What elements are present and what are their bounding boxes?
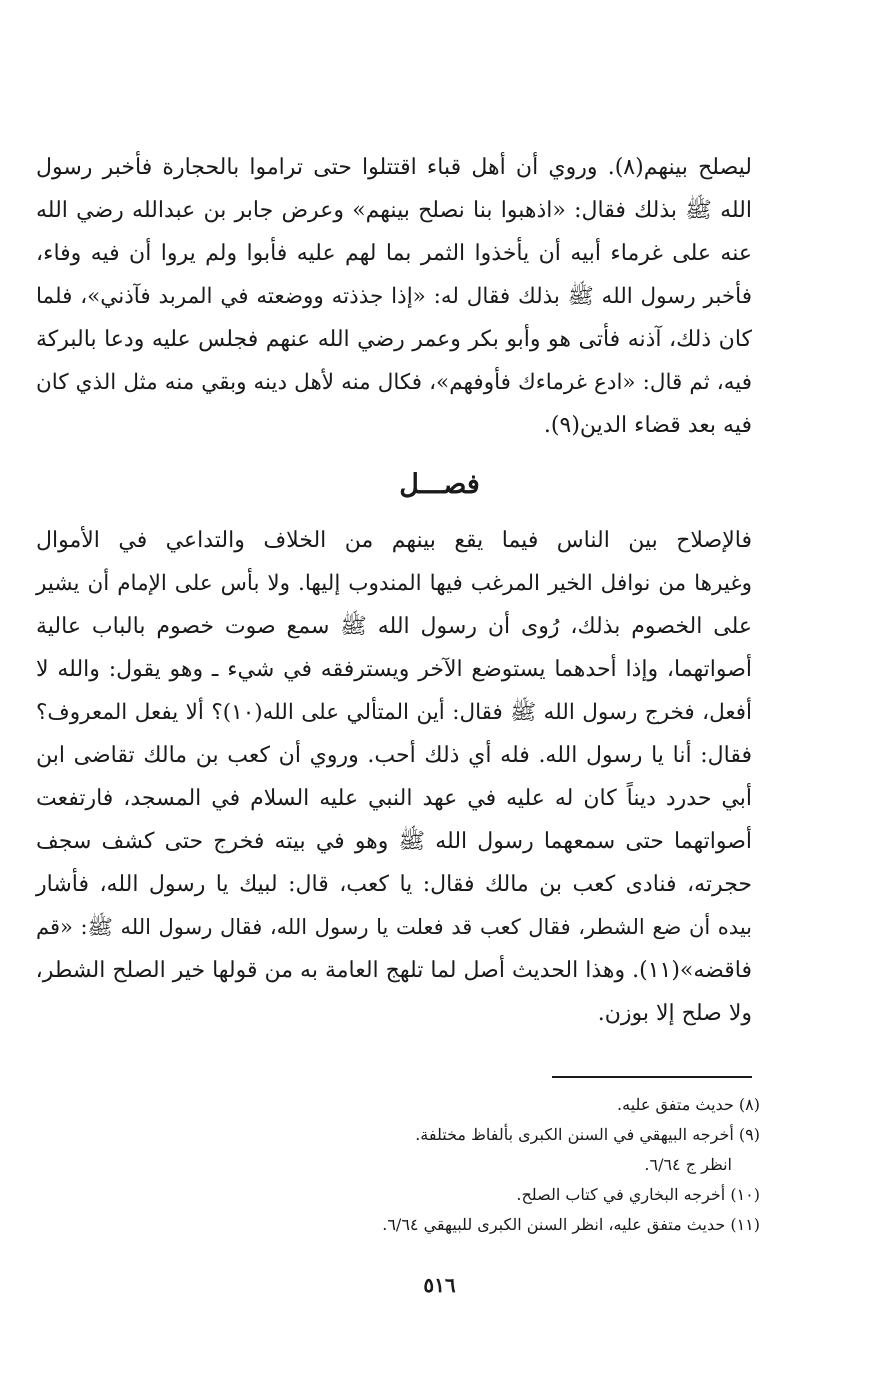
text-line: أفعل، فخرج رسول الله ﷺ فقال: أين المتألي على الله(١٠)؟ ألا يفعل المعروف؟ xyxy=(36,700,752,725)
text-line: أبي حدرد ديناً كان له عليه في عهد النبي عليه السلام في المسجد، فارتفعت xyxy=(36,786,752,811)
text-line: أصواتهما، وإذا أحدهما يستوضع الآخر ويسترفقه في شيء ـ وهو يقول: والله لا xyxy=(36,657,752,682)
text-line: وغيرها من نوافل الخير المرغب فيها المندوب إليها. ولا بأس على الإمام أن يشير xyxy=(36,571,752,596)
text-line: فيه بعد قضاء الدين(٩). xyxy=(543,413,752,438)
section-heading: فصـــل xyxy=(399,469,480,500)
text-line: بيده أن ضع الشطر، فقال كعب قد فعلت يا رسول الله، فقال رسول الله ﷺ: «قم xyxy=(36,915,752,939)
footnote-11: (١١) حديث متفق عليه، انظر السنن الكبرى للبيهقي ٦/٦٤. xyxy=(382,1215,760,1234)
text-line: كان ذلك، آذنه فأتى هو وأبو بكر وعمر رضي الله عنهم فجلس عليه ودعا بالبركة xyxy=(36,327,752,352)
footnote-10: (١٠) أخرجه البخاري في كتاب الصلح. xyxy=(516,1185,760,1204)
text-line: حجرته، فنادى كعب بن مالك فقال: يا كعب، قال: لبيك يا رسول الله، فأشار xyxy=(36,872,752,897)
text-line: عنه على غرماء أبيه أن يأخذوا الثمر بما لهم عليه فأبوا ولم يروا أن فيه وفاء، xyxy=(36,241,752,266)
text-line: فيه، ثم قال: «ادع غرماءك فأوفهم»، فكال منه لأهل دينه وبقي منه مثل الذي كان xyxy=(36,370,752,395)
text-line: الله ﷺ بذلك فقال: «اذهبوا بنا نصلح بينهم» وعرض جابر بن عبدالله رضي الله xyxy=(36,198,752,223)
text-line: فأخبر رسول الله ﷺ بذلك فقال له: «إذا جذذته ووضعته في المربد فآذني»، فلما xyxy=(36,284,752,309)
paragraph-islah xyxy=(36,519,752,1035)
footnote-8: (٨) حديث متفق عليه. xyxy=(617,1095,760,1114)
text-line: ليصلح بينهم(٨). وروي أن أهل قباء اقتتلوا حتى تراموا بالحجارة فأخبر رسول xyxy=(36,155,752,180)
footnotes xyxy=(200,1090,760,1240)
text-line: فالإصلاح بين الناس فيما يقع بينهم من الخلاف والتداعي في الأموال xyxy=(36,528,752,553)
footnote-divider xyxy=(552,1076,752,1078)
text-line: فقال: أنا يا رسول الله. فله أي ذلك أحب. وروي أن كعب بن مالك تقاضى ابن xyxy=(36,743,752,768)
text-line: فاقضه»(١١). وهذا الحديث أصل لما تلهج العامة به من قولها خير الصلح الشطر، xyxy=(35,958,752,983)
text-line: أصواتهما حتى سمعهما رسول الله ﷺ وهو في بيته فخرج حتى كشف سجف xyxy=(36,829,752,854)
text-line: على الخصوم بذلك، رُوى أن رسول الله ﷺ سمع صوت خصوم بالباب عالية xyxy=(36,614,752,639)
paragraph-hadith-quba xyxy=(36,146,752,447)
footnote-9-continued: انظر ج ٦/٦٤. xyxy=(644,1155,732,1174)
footnote-9: (٩) أخرجه البيهقي في السنن الكبرى بألفاظ مختلفة. xyxy=(415,1125,760,1144)
text-line: ولا صلح إلا بوزن. xyxy=(597,1001,752,1026)
page-number: ٥١٦ xyxy=(423,1273,456,1297)
